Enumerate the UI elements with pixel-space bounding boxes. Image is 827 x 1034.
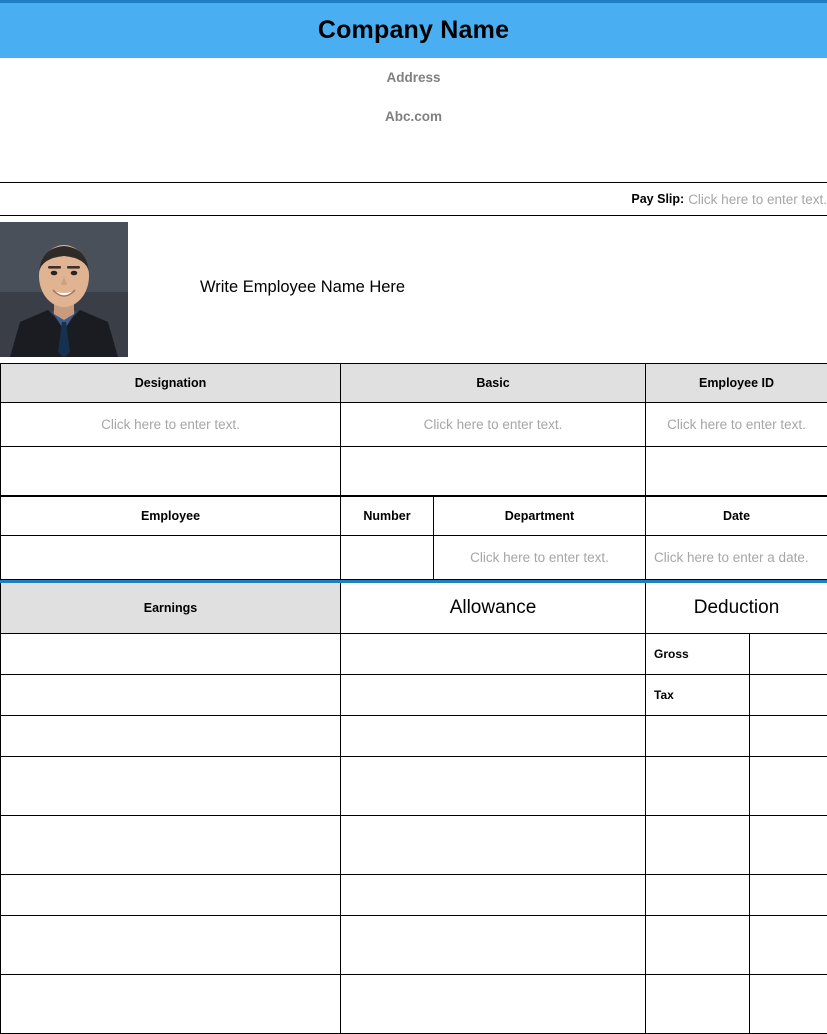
- table-row: [1, 757, 827, 816]
- earnings-cell[interactable]: [1, 675, 341, 716]
- spacer-cell-2: [341, 447, 646, 496]
- spacer-cell-1: [1, 447, 341, 496]
- field-designation[interactable]: Click here to enter text.: [1, 403, 341, 447]
- earnings-cell[interactable]: [1, 875, 341, 916]
- deduction-label-gross: Gross: [646, 634, 750, 675]
- col-header-deduction: Deduction: [646, 582, 827, 634]
- col-header-number: Number: [341, 497, 434, 536]
- field-employee[interactable]: [1, 536, 341, 580]
- deduction-label: [646, 816, 750, 875]
- deduction-label-tax: Tax: [646, 675, 750, 716]
- table-row: [1, 875, 827, 916]
- deduction-amount[interactable]: [750, 716, 827, 757]
- table-row: [1, 716, 827, 757]
- col-header-department: Department: [434, 497, 646, 536]
- deduction-label: [646, 916, 750, 975]
- deduction-label: [646, 875, 750, 916]
- company-website: Abc.com: [0, 109, 827, 124]
- employee-info-table: [0, 363, 827, 496]
- spacer-cell-3: [646, 447, 827, 496]
- col-header-earnings: Earnings: [1, 582, 341, 634]
- earnings-table: [0, 580, 827, 1034]
- deduction-amount[interactable]: [750, 916, 827, 975]
- table-row: [1, 675, 827, 716]
- deduction-amount[interactable]: [750, 975, 827, 1034]
- earnings-cell[interactable]: [1, 757, 341, 816]
- allowance-cell[interactable]: [341, 875, 646, 916]
- deduction-amount[interactable]: [750, 757, 827, 816]
- deduction-label: [646, 975, 750, 1034]
- employee-detail-table: [0, 496, 827, 580]
- table-row: [1, 634, 827, 675]
- field-date[interactable]: Click here to enter a date.: [646, 536, 827, 580]
- table-row-headers: [1, 364, 827, 403]
- col-header-employee-id: Employee ID: [646, 364, 827, 403]
- allowance-cell[interactable]: [341, 634, 646, 675]
- table-row: [1, 975, 827, 1034]
- allowance-cell[interactable]: [341, 916, 646, 975]
- table-row-earnings-headers: [1, 582, 827, 634]
- table-row: [1, 916, 827, 975]
- col-header-basic: Basic: [341, 364, 646, 403]
- employee-name-field[interactable]: Write Employee Name Here: [200, 278, 405, 297]
- table-row: [1, 816, 827, 875]
- allowance-cell[interactable]: [341, 757, 646, 816]
- table-row-spacer: [1, 447, 827, 496]
- deduction-amount[interactable]: [750, 816, 827, 875]
- earnings-cell[interactable]: [1, 975, 341, 1034]
- payslip-value-field[interactable]: Click here to enter text.: [688, 192, 827, 207]
- earnings-cell[interactable]: [1, 916, 341, 975]
- deduction-amount-gross[interactable]: [750, 634, 827, 675]
- avatar: [0, 222, 128, 357]
- company-subheader: [0, 58, 827, 124]
- earnings-cell[interactable]: [1, 634, 341, 675]
- allowance-cell[interactable]: [341, 716, 646, 757]
- allowance-cell[interactable]: [341, 816, 646, 875]
- field-number[interactable]: [341, 536, 434, 580]
- deduction-label: [646, 757, 750, 816]
- col-header-employee: Employee: [1, 497, 341, 536]
- company-address: Address: [0, 70, 827, 85]
- deduction-label: [646, 716, 750, 757]
- page-title: Company Name: [318, 16, 509, 45]
- earnings-cell[interactable]: [1, 816, 341, 875]
- payslip-label: Pay Slip:: [631, 192, 684, 206]
- company-title-band: [0, 0, 827, 58]
- allowance-cell[interactable]: [341, 975, 646, 1034]
- table-row-values: [1, 536, 827, 580]
- field-basic[interactable]: Click here to enter text.: [341, 403, 646, 447]
- payslip-row: [0, 182, 827, 216]
- header-spacer: [0, 124, 827, 182]
- employee-header-block: [0, 216, 827, 363]
- col-header-date: Date: [646, 497, 827, 536]
- allowance-cell[interactable]: [341, 675, 646, 716]
- field-department[interactable]: Click here to enter text.: [434, 536, 646, 580]
- deduction-amount[interactable]: [750, 875, 827, 916]
- col-header-allowance: Allowance: [341, 582, 646, 634]
- col-header-designation: Designation: [1, 364, 341, 403]
- earnings-cell[interactable]: [1, 716, 341, 757]
- field-employee-id[interactable]: Click here to enter text.: [646, 403, 827, 447]
- table-row-values: [1, 403, 827, 447]
- deduction-amount-tax[interactable]: [750, 675, 827, 716]
- table-row-headers: [1, 497, 827, 536]
